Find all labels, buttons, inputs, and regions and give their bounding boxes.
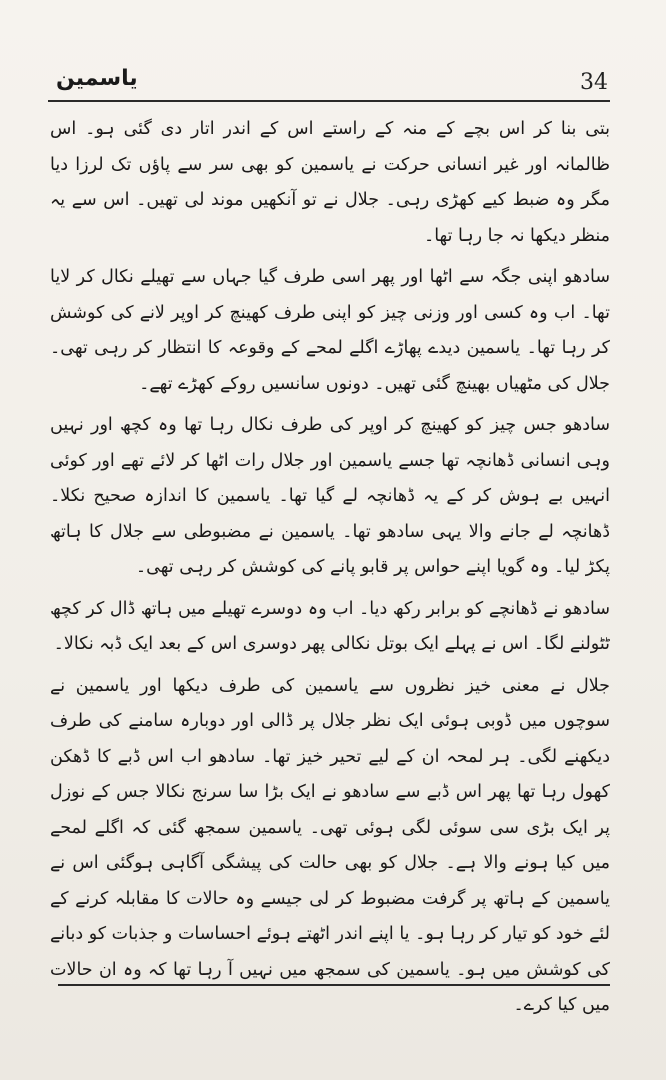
paragraph-5: جلال نے معنی خیز نظروں سے یاسمین کی طرف دیکھا اور یاسمین نے سوچوں میں ڈوبی ہوئی ایک نظر جلال پر ڈالی اور دوبارہ سامنے کی طرف دیکھنے لگی۔ ہر لمحہ ان کے لیے تحیر خیز تھا۔ سادھو اب اس ڈبے کا ڈھکن کھول رہا تھا پھر اس ڈبے سے سادھو نے ایک بڑا سا سرنج نکالا جس کے نوزل پر ایک بڑی سی سوئی لگی ہوئی تھی۔ یاسمین سمجھ گئی کہ اگلے لمحے میں کیا ہونے والا ہے۔ جلال کو بھی حالت کی پیشگی آگاہی ہوگئی اس نے یاسمین کے ہاتھ پر گرفت مضبوط کر لی جیسے وہ حالات کا مقابلہ کرنے کے لئے خود کو تیار کر رہا ہو۔ یا اپنے اندر اٹھتے ہوئے احساسات و جذبات کو دبانے کی کوشش میں ہو۔ یاسمین کی سمجھ میں نہیں آ رہا تھا کہ وہ ان حالات میں کیا کرے۔ bbox=[50, 675, 610, 1015]
page-header bbox=[42, 64, 616, 100]
page-number: 34 bbox=[580, 70, 608, 95]
header-rule bbox=[48, 100, 610, 102]
footer-rule bbox=[58, 984, 610, 986]
paragraph-2: سادھو اپنی جگہ سے اٹھا اور پھر اسی طرف گیا جہاں سے تھیلے نکال کر لایا تھا۔ اب وہ کسی اور وزنی چیز کو اپنی طرف کھینچ کر اوپر لانے کی کوشش کر رہا تھا۔ یاسمین دیدے پھاڑے اگلے لمحے کے وقوعہ کا انتظار کر رہی تھی۔ جلال کی مٹھیاں بھینچ گئی تھیں۔ دونوں سانسیں روکے کھڑے تھے۔ bbox=[50, 267, 610, 394]
body-text bbox=[50, 112, 610, 1015]
paragraph-1: بتی بنا کر اس بچے کے منہ کے راستے اس کے اندر اتار دی گئی ہو۔ اس ظالمانہ اور غیر انسانی حرکت نے یاسمین کو بھی سر سے پاؤں تک لرزا دیا مگر وہ ضبط کیے کھڑی رہی۔ جلال نے تو آنکھیں موند لی تھیں۔ اس سے یہ منظر دیکھا نہ جا رہا تھا۔ bbox=[50, 119, 610, 246]
paragraph-4: سادھو نے ڈھانچے کو برابر رکھ دیا۔ اب وہ دوسرے تھیلے میں ہاتھ ڈال کر کچھ ٹٹولنے لگا۔ اس نے پہلے ایک بوتل نکالی پھر دوسری اس کے بعد ایک ڈبہ نکالا۔ bbox=[50, 598, 610, 654]
running-title: یاسمین bbox=[56, 66, 138, 91]
paragraph-3: سادھو جس چیز کو کھینچ کر اوپر کی طرف نکال رہا تھا وہ کچھ اور نہیں وہی انسانی ڈھانچہ تھا جسے یاسمین اور جلال رات اٹھا کر لائے تھے اور کوئی انہیں بے ہوش کر کے یہ ڈھانچہ لے گیا تھا۔ یاسمین کا اندازہ صحیح نکلا۔ ڈھانچہ لے جانے والا یہی سادھو تھا۔ یاسمین نے مضبوطی سے جلال کا ہاتھ پکڑ لیا۔ وہ گویا اپنے حواس پر قابو پانے کی کوشش کر رہی تھی۔ bbox=[50, 415, 610, 577]
